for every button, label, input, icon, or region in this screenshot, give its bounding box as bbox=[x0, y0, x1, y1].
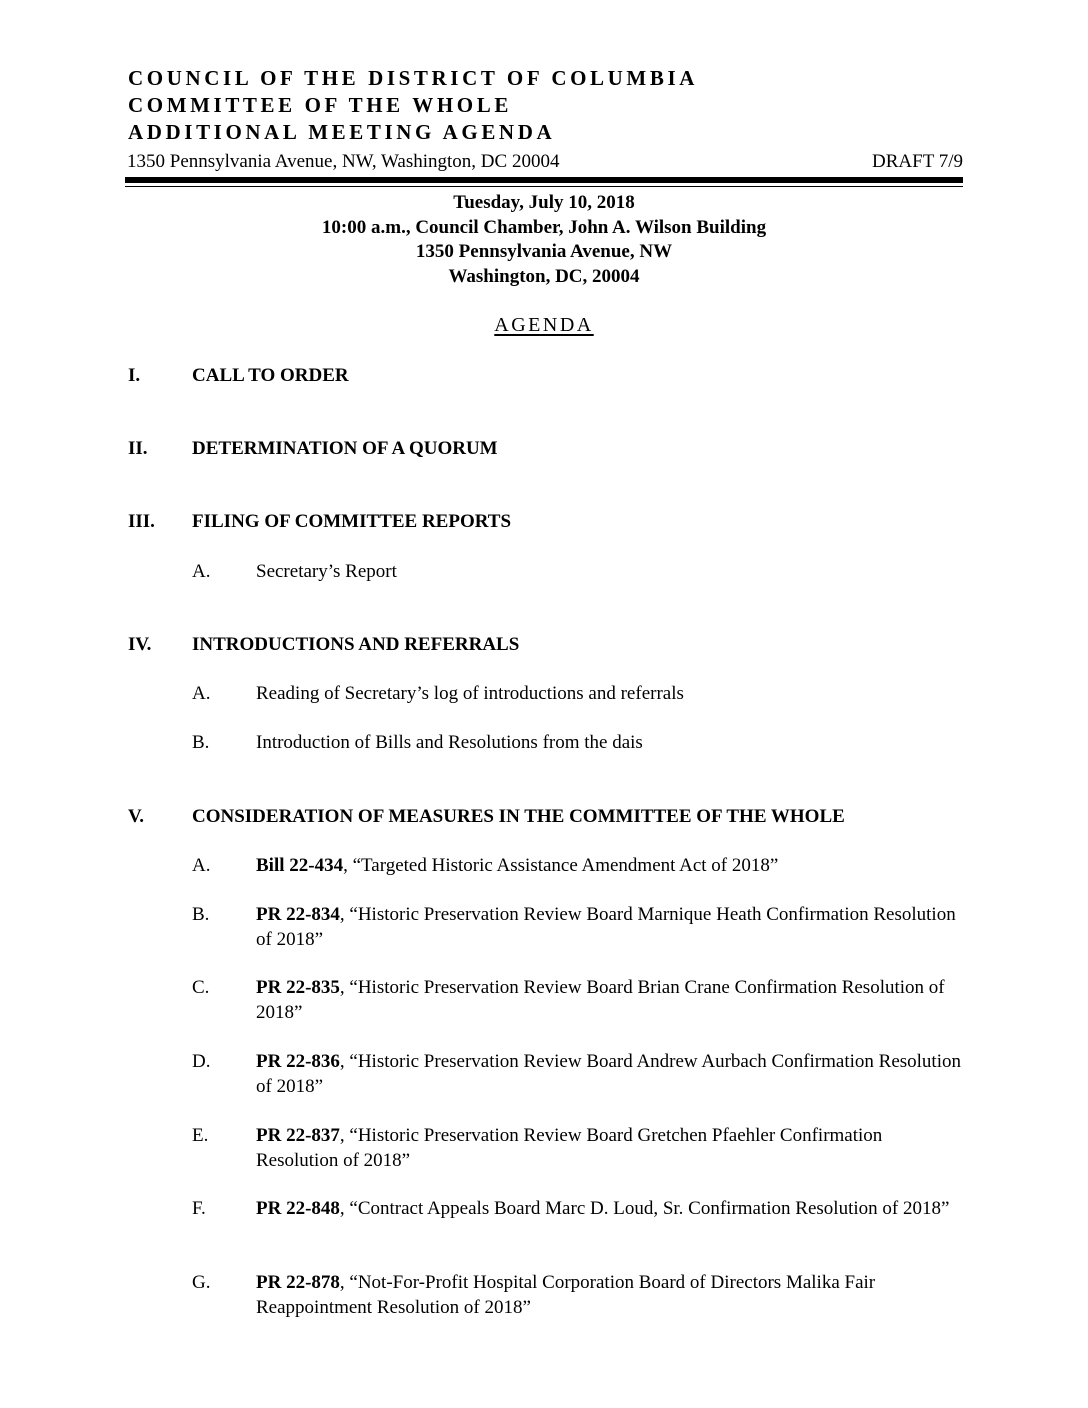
item-text: Introduction of Bills and Resolutions from the dais bbox=[256, 732, 643, 753]
section-title: DETERMINATION OF A QUORUM bbox=[192, 438, 498, 459]
bill-title: , “Targeted Historic Assistance Amendment Act of 2018” bbox=[343, 855, 779, 876]
meeting-city: Washington, DC, 20004 bbox=[448, 265, 640, 287]
meeting-info bbox=[120, 191, 968, 289]
item-letter: A. bbox=[192, 561, 211, 582]
bill-title: , “Not-For-Profit Hospital Corporation Board of Directors Malika Fair Reappointment Resolution of 2018” bbox=[256, 1272, 876, 1318]
item-letter: C. bbox=[192, 977, 210, 998]
bill-title: , “Historic Preservation Review Board Brian Crane Confirmation Resolution of 2018” bbox=[256, 977, 945, 1023]
item-letter: A. bbox=[192, 683, 211, 704]
item-text bbox=[256, 976, 966, 1025]
bill-number: PR 22-835 bbox=[256, 977, 340, 998]
section-number: IV. bbox=[128, 634, 152, 655]
item-letter: D. bbox=[192, 1051, 211, 1072]
bill-title: , “Historic Preservation Review Board Andrew Aurbach Confirmation Resolution of 2018” bbox=[256, 1051, 961, 1097]
meeting-time-place: 10:00 a.m., Council Chamber, John A. Wilson Building bbox=[321, 216, 767, 238]
meeting-street: 1350 Pennsylvania Avenue, NW bbox=[415, 241, 673, 262]
header-rule-thick bbox=[125, 177, 963, 183]
bill-number: PR 22-848 bbox=[256, 1198, 340, 1219]
bill-number: PR 22-834 bbox=[256, 904, 340, 925]
item-letter: B. bbox=[192, 904, 210, 925]
draft-label: DRAFT 7/9 bbox=[872, 151, 963, 172]
section-number: III. bbox=[128, 511, 155, 532]
item-letter: G. bbox=[192, 1272, 211, 1293]
bill-title: , “Contract Appeals Board Marc D. Loud, Sr. Confirmation Resolution of 2018” bbox=[339, 1198, 950, 1219]
section-number: II. bbox=[128, 438, 148, 459]
item-letter: F. bbox=[192, 1198, 206, 1219]
item-text: Secretary’s Report bbox=[256, 561, 397, 582]
title-council: COUNCIL OF THE DISTRICT OF COLUMBIA bbox=[128, 66, 698, 90]
item-letter: E. bbox=[192, 1125, 209, 1146]
section-title: CALL TO ORDER bbox=[192, 365, 349, 386]
section-title: INTRODUCTIONS AND REFERRALS bbox=[192, 634, 520, 655]
section-title: CONSIDERATION OF MEASURES IN THE COMMITTEE OF THE WHOLE bbox=[192, 806, 845, 827]
item-text bbox=[256, 903, 966, 952]
agenda-heading-text: AGENDA bbox=[494, 314, 594, 336]
bill-title: , “Historic Preservation Review Board Gretchen Pfaehler Confirmation Resolution of 2018” bbox=[256, 1125, 883, 1171]
section-title: FILING OF COMMITTEE REPORTS bbox=[192, 511, 512, 532]
header-address: 1350 Pennsylvania Avenue, NW, Washington, DC 20004 bbox=[127, 151, 560, 172]
title-committee: COMMITTEE OF THE WHOLE bbox=[128, 93, 512, 117]
item-letter: A. bbox=[192, 855, 211, 876]
item-text bbox=[256, 854, 966, 879]
item-text bbox=[256, 1197, 966, 1222]
bill-number: PR 22-878 bbox=[256, 1272, 340, 1293]
bill-title: , “Historic Preservation Review Board Marnique Heath Confirmation Resolution of 2018” bbox=[256, 904, 956, 950]
item-text bbox=[256, 1271, 966, 1320]
header-address-line bbox=[127, 150, 963, 174]
title-meeting-agenda: ADDITIONAL MEETING AGENDA bbox=[128, 120, 556, 144]
section-number: I. bbox=[128, 365, 141, 386]
item-text: Reading of Secretary’s log of introductions and referrals bbox=[256, 683, 684, 704]
section-number: V. bbox=[128, 806, 145, 827]
bill-number: Bill 22-434 bbox=[256, 855, 344, 876]
header-rule-thin bbox=[125, 186, 963, 187]
item-text bbox=[256, 1050, 966, 1099]
item-text bbox=[256, 1124, 966, 1173]
bill-number: PR 22-836 bbox=[256, 1051, 340, 1072]
agenda-heading bbox=[120, 314, 968, 337]
item-letter: B. bbox=[192, 732, 210, 753]
meeting-date: Tuesday, July 10, 2018 bbox=[453, 192, 635, 213]
bill-number: PR 22-837 bbox=[256, 1125, 340, 1146]
